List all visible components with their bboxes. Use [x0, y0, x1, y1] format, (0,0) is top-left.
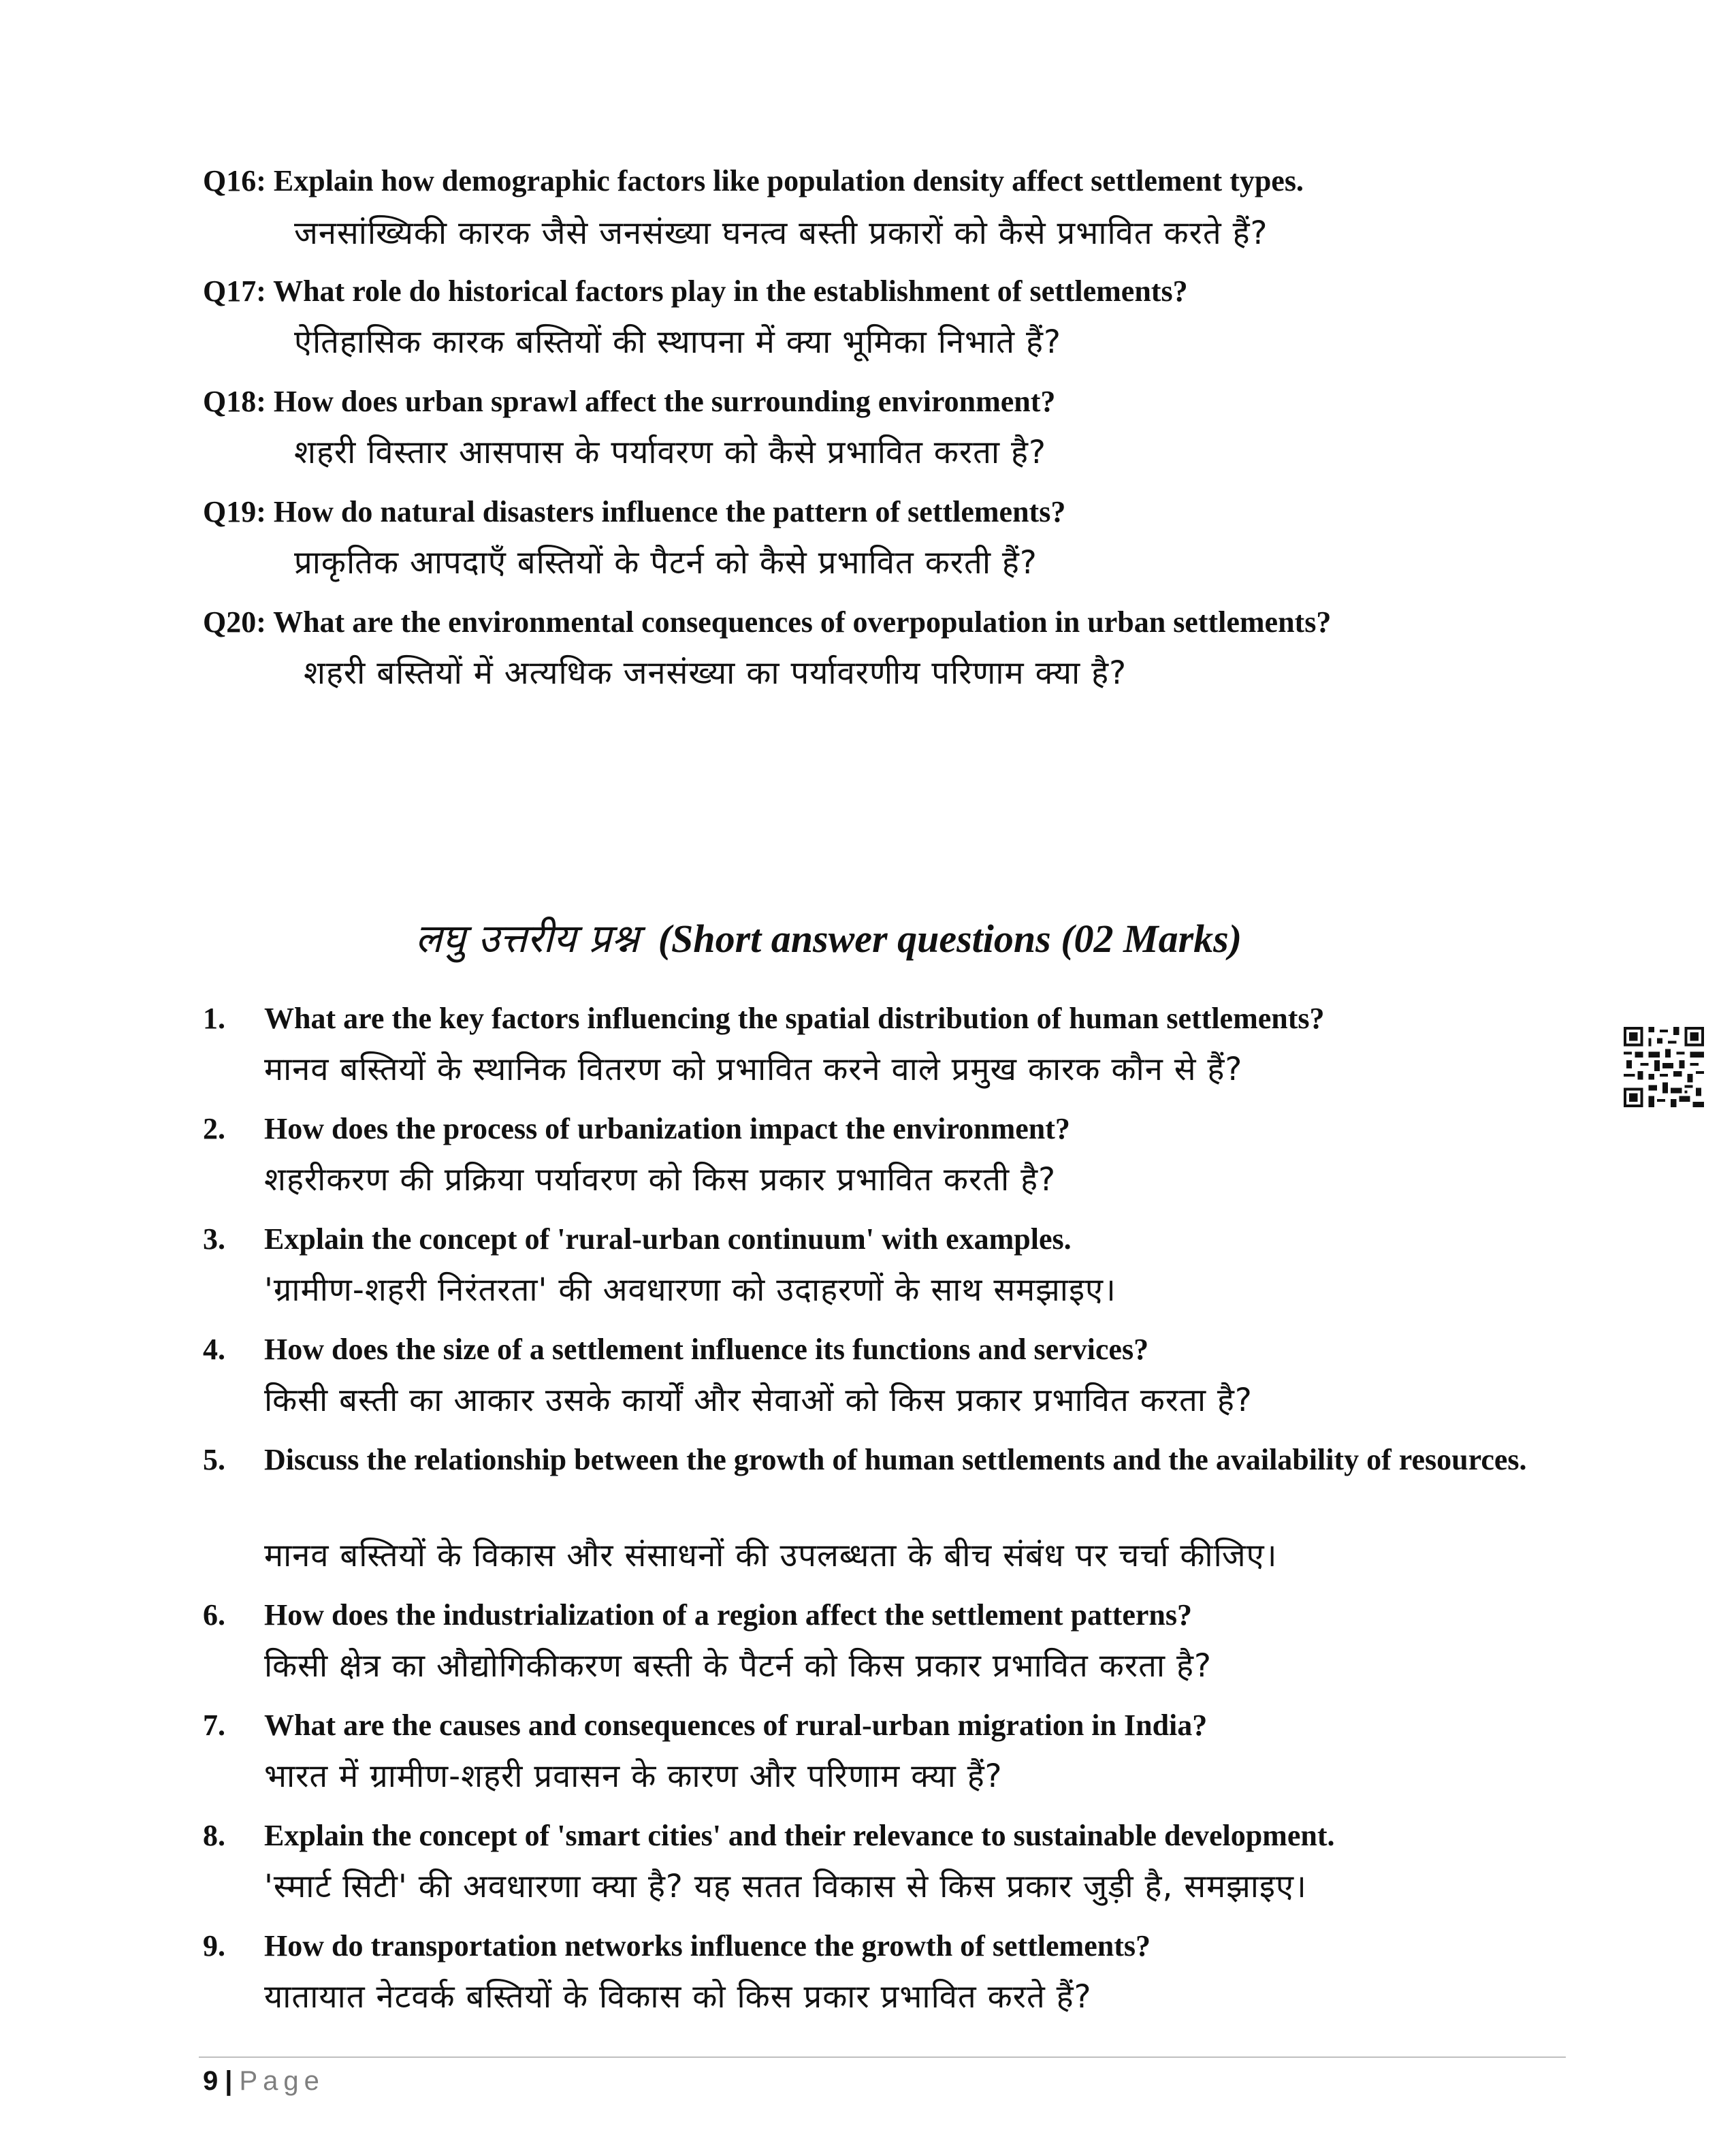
question-20-en: Q20: What are the environmental consequences of overpopulation in urban settlements? — [203, 605, 1332, 639]
short-question-1-hi: मानव बस्तियों के स्थानिक वितरण को प्रभावित करने वाले प्रमुख कारक कौन से हैं? — [264, 1051, 1243, 1088]
short-question-9-en: How do transportation networks influence the growth of settlements? — [264, 1929, 1151, 1963]
short-question-3-number: 3. — [203, 1222, 225, 1256]
short-question-3-hi: 'ग्रामीण-शहरी निरंतरता' की अवधारणा को उदाहरणों के साथ समझाइए। — [264, 1271, 1116, 1309]
question-17-hi: ऐतिहासिक कारक बस्तियों की स्थापना में क्या भूमिका निभाते हैं? — [294, 323, 1061, 361]
short-question-1-en: What are the key factors influencing the spatial distribution of human settlements? — [264, 1002, 1325, 1035]
short-question-5-number: 5. — [203, 1443, 225, 1476]
section-heading — [415, 911, 1242, 966]
short-question-3-en: Explain the concept of 'rural-urban continuum' with examples. — [264, 1222, 1072, 1256]
qr-code-icon — [1624, 1027, 1704, 1107]
short-question-4-en: How does the size of a settlement influence its functions and services? — [264, 1333, 1149, 1366]
short-question-2-number: 2. — [203, 1112, 225, 1145]
short-question-8-en: Explain the concept of 'smart cities' and their relevance to sustainable development. — [264, 1819, 1335, 1852]
short-question-2-hi: शहरीकरण की प्रक्रिया पर्यावरण को किस प्रकार प्रभावित करती है? — [264, 1161, 1057, 1198]
section-heading-en: (Short answer questions (02 Marks) — [658, 917, 1242, 961]
short-question-5-en: Discuss the relationship between the growth of human settlements and the availability of resources. — [264, 1443, 1527, 1476]
page-footer — [203, 2062, 325, 2100]
short-question-5-hi: मानव बस्तियों के विकास और संसाधनों की उपलब्धता के बीच संबंध पर चर्चा कीजिए। — [264, 1537, 1278, 1574]
short-question-7-hi: भारत में ग्रामीण-शहरी प्रवासन के कारण और परिणाम क्या हैं? — [264, 1758, 1003, 1795]
question-17-en: Q17: What role do historical factors play in the establishment of settlements? — [203, 274, 1188, 308]
page-number: 9 — [203, 2066, 219, 2096]
footer-separator: | — [225, 2066, 233, 2096]
short-question-2-en: How does the process of urbanization impact the environment? — [264, 1112, 1070, 1145]
short-question-6-hi: किसी क्षेत्र का औद्योगिकीकरण बस्ती के पैटर्न को किस प्रकार प्रभावित करता है? — [264, 1647, 1212, 1685]
short-question-8-hi: 'स्मार्ट सिटी' की अवधारणा क्या है? यह सतत विकास से किस प्रकार जुड़ी है, समझाइए। — [264, 1868, 1307, 1905]
question-20-hi: शहरी बस्तियों में अत्यधिक जनसंख्या का पर्यावरणीय परिणाम क्या है? — [304, 654, 1127, 692]
short-question-9-hi: यातायात नेटवर्क बस्तियों के विकास को किस प्रकार प्रभावित करते हैं? — [264, 1978, 1092, 2016]
short-question-9-number: 9. — [203, 1929, 225, 1963]
short-question-4-hi: किसी बस्ती का आकार उसके कार्यों और सेवाओं को किस प्रकार प्रभावित करता है? — [264, 1382, 1253, 1419]
short-question-7-number: 7. — [203, 1709, 225, 1742]
short-question-7-en: What are the causes and consequences of rural-urban migration in India? — [264, 1709, 1208, 1742]
question-16-hi: जनसांख्यिकी कारक जैसे जनसंख्या घनत्व बस्ती प्रकारों को कैसे प्रभावित करते हैं? — [294, 214, 1268, 252]
short-question-4-number: 4. — [203, 1333, 225, 1366]
section-heading-hi: लघु उत्तरीय प्रश्न — [415, 915, 639, 962]
short-question-8-number: 8. — [203, 1819, 225, 1852]
question-19-hi: प्राकृतिक आपदाएँ बस्तियों के पैटर्न को कैसे प्रभावित करती हैं? — [294, 544, 1038, 582]
question-16-en: Q16: Explain how demographic factors like population density affect settlement types. — [203, 164, 1304, 197]
short-question-6-en: How does the industrialization of a region affect the settlement patterns? — [264, 1598, 1192, 1632]
question-19-en: Q19: How do natural disasters influence the pattern of settlements? — [203, 495, 1066, 528]
short-question-6-number: 6. — [203, 1598, 225, 1632]
short-question-1-number: 1. — [203, 1002, 225, 1035]
question-18-hi: शहरी विस्तार आसपास के पर्यावरण को कैसे प्रभावित करता है? — [294, 434, 1046, 471]
question-18-en: Q18: How does urban sprawl affect the surrounding environment? — [203, 385, 1056, 418]
footer-divider — [199, 2056, 1566, 2058]
page-label: Page — [239, 2066, 325, 2096]
